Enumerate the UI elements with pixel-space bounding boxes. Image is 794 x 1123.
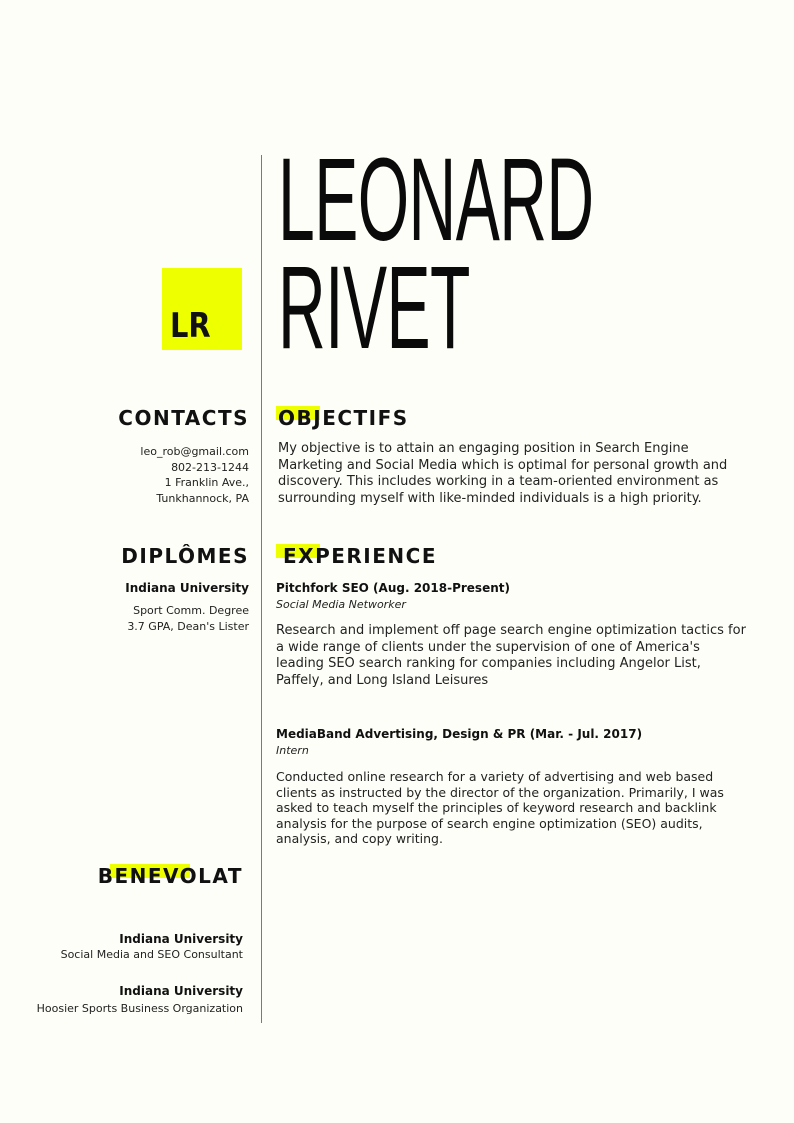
job-heading: Pitchfork SEO (Aug. 2018-Present): [276, 581, 510, 595]
experience-title: EXPERIENCE: [283, 544, 437, 568]
job-role: Social Media Networker: [276, 598, 406, 611]
contact-address-line-1: 1 Franklin Ave.,: [164, 476, 249, 489]
contact-phone: 802-213-1244: [171, 460, 249, 474]
benevolat-role: Hoosier Sports Business Organization: [36, 1002, 243, 1015]
diplomes-details: [29, 580, 249, 634]
monogram-badge: [162, 268, 242, 350]
benevolat-org: Indiana University: [119, 984, 243, 998]
benevolat-item: [3, 931, 243, 963]
contacts-title: CONTACTS: [118, 406, 249, 430]
diploma-degree: Sport Comm. Degree: [133, 604, 249, 617]
contact-email: leo_rob@gmail.com: [140, 445, 249, 458]
objectifs-text: My objective is to attain an engaging position in Search Engine Marketing and Social Media which is optimal for personal growth and discovery. This includes working in a team-oriented environment as surrounding myself with like-minded individuals is a high priority.: [278, 441, 728, 506]
benevolat-item: [3, 983, 243, 1017]
last-name: RIVET: [278, 242, 470, 374]
diploma-gpa: 3.7 GPA, Dean's Lister: [127, 619, 249, 633]
column-divider: [261, 155, 262, 1023]
contacts-details: [49, 444, 249, 506]
job-role: Intern: [276, 744, 309, 757]
first-name: LEONARD: [278, 134, 594, 266]
benevolat-role: Social Media and SEO Consultant: [60, 948, 243, 961]
objectifs-title: OBJECTIFS: [278, 406, 409, 430]
job-description: Research and implement off page search engine optimization tactics for a wide range of clients under the supervision of one of America's leading SEO search ranking for companies including Angelor List, Paffely, and Long Island Leisures: [276, 623, 746, 688]
experience-job: [276, 727, 746, 847]
benevolat-title: BENEVOLAT: [97, 864, 243, 888]
job-description: Conducted online research for a variety of advertising and web based clients as instructed by the director of the organization. Primarily, I was asked to teach myself the principles of keyword research and backlink analysis for the purpose of search engine optimization (SEO) audits, analysis, and copy writing.: [276, 769, 724, 846]
monogram-initials: LR: [170, 306, 211, 346]
benevolat-org: Indiana University: [119, 932, 243, 946]
contact-address-line-2: Tunkhannock, PA: [156, 491, 249, 505]
diploma-school: Indiana University: [125, 581, 249, 595]
experience-job: [276, 581, 746, 689]
diplomes-title: DIPLÔMES: [121, 544, 249, 568]
job-heading: MediaBand Advertising, Design & PR (Mar. - Jul. 2017): [276, 727, 643, 741]
